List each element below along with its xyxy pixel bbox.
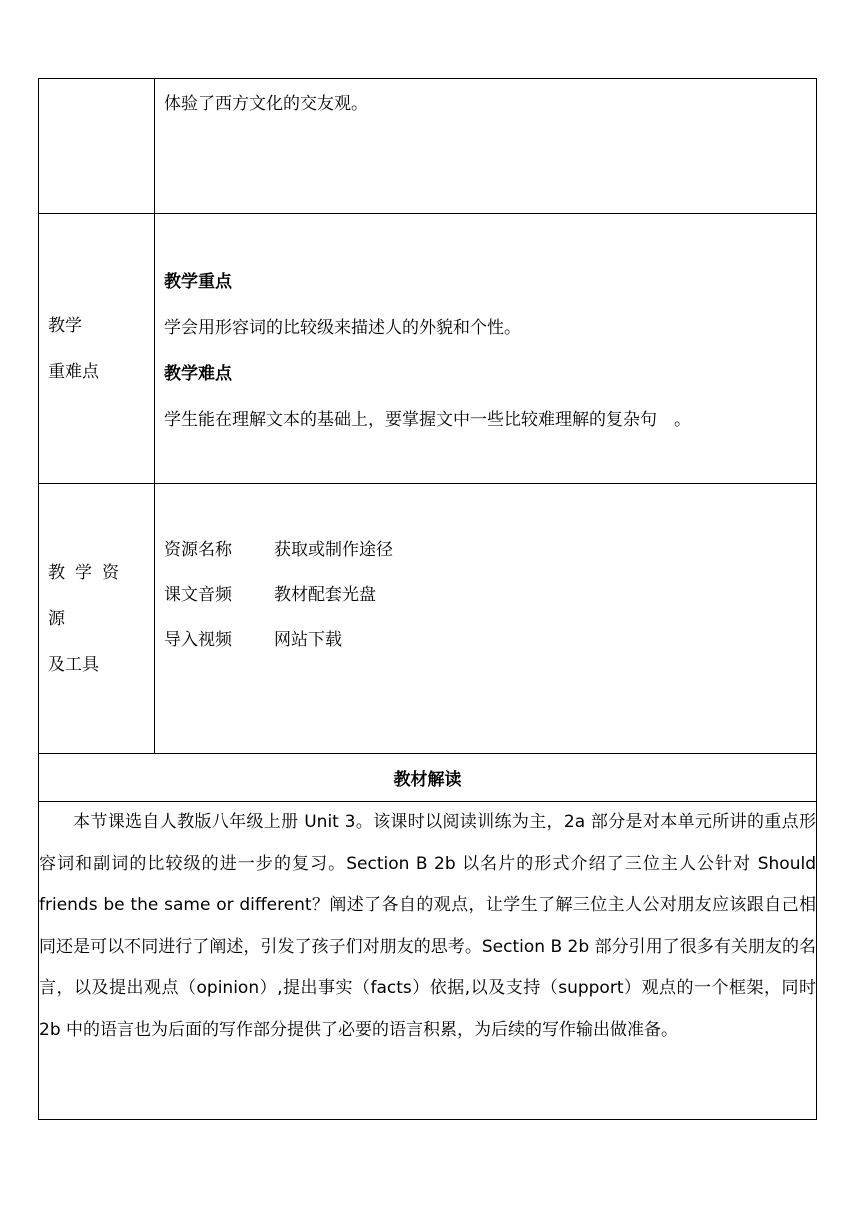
table-row-resources	[39, 484, 817, 754]
label-line: 教学	[48, 315, 82, 336]
difficult-points-text: 学生能在理解文本的基础上，要掌握文中一些比较难理解的复杂句 。	[164, 410, 691, 430]
resource-name: 导入视频	[164, 630, 232, 650]
resource-source: 教材配套光盘	[274, 585, 376, 605]
experience-cell	[155, 79, 817, 214]
resource-source: 获取或制作途径	[274, 540, 393, 560]
resource-source: 网站下载	[274, 630, 342, 650]
section-heading: 教材解读	[39, 754, 817, 802]
row-label-resources	[39, 484, 155, 754]
table-row-analysis	[39, 802, 817, 1120]
experience-text: 体验了西方文化的交友观。	[164, 94, 368, 114]
row-label-empty	[39, 79, 155, 214]
table-row-experience	[39, 79, 817, 214]
table-row-section-heading	[39, 754, 817, 802]
analysis-cell	[39, 802, 817, 1120]
key-difficult-cell	[155, 214, 817, 484]
difficult-points-heading: 教学难点	[164, 364, 232, 384]
resource-row	[164, 618, 808, 663]
lesson-plan-table	[38, 78, 817, 1120]
label-line: 重难点	[48, 361, 99, 382]
resource-name: 资源名称	[164, 540, 232, 560]
label-line: 及工具	[48, 654, 99, 675]
resource-name: 课文音频	[164, 585, 232, 605]
resource-row	[164, 528, 808, 573]
row-label-key-difficult	[39, 214, 155, 484]
analysis-paragraph: 本节课选自人教版八年级上册 Unit 3。该课时以阅读训练为主，2a 部分是对本单元所讲的重点形容词和副词的比较级的进一步的复习。Section B 2b 以名片的形式介绍了三位主人公针对 Should friends be the same or different？阐述了各自的观点，让学生了解三位主人公对朋友应该跟自己相同还是可以不同进行了阐述，引发了孩子们对朋友的思考。Section B 2b 部分引用了很多有关朋友的名言，以及提出观点（opinion）,提出事实（facts）依据,以及支持（support）观点的一个框架，同时 2b 中的语言也为后面的写作部分提供了必要的语言积累，为后续的写作输出做准备。	[39, 812, 816, 1040]
table-row-key-difficult	[39, 214, 817, 484]
label-line: 教学资源	[48, 562, 129, 629]
resources-cell	[155, 484, 817, 754]
key-points-text: 学会用形容词的比较级来描述人的外貌和个性。	[164, 318, 521, 338]
key-points-heading: 教学重点	[164, 272, 232, 292]
resource-row	[164, 573, 808, 618]
